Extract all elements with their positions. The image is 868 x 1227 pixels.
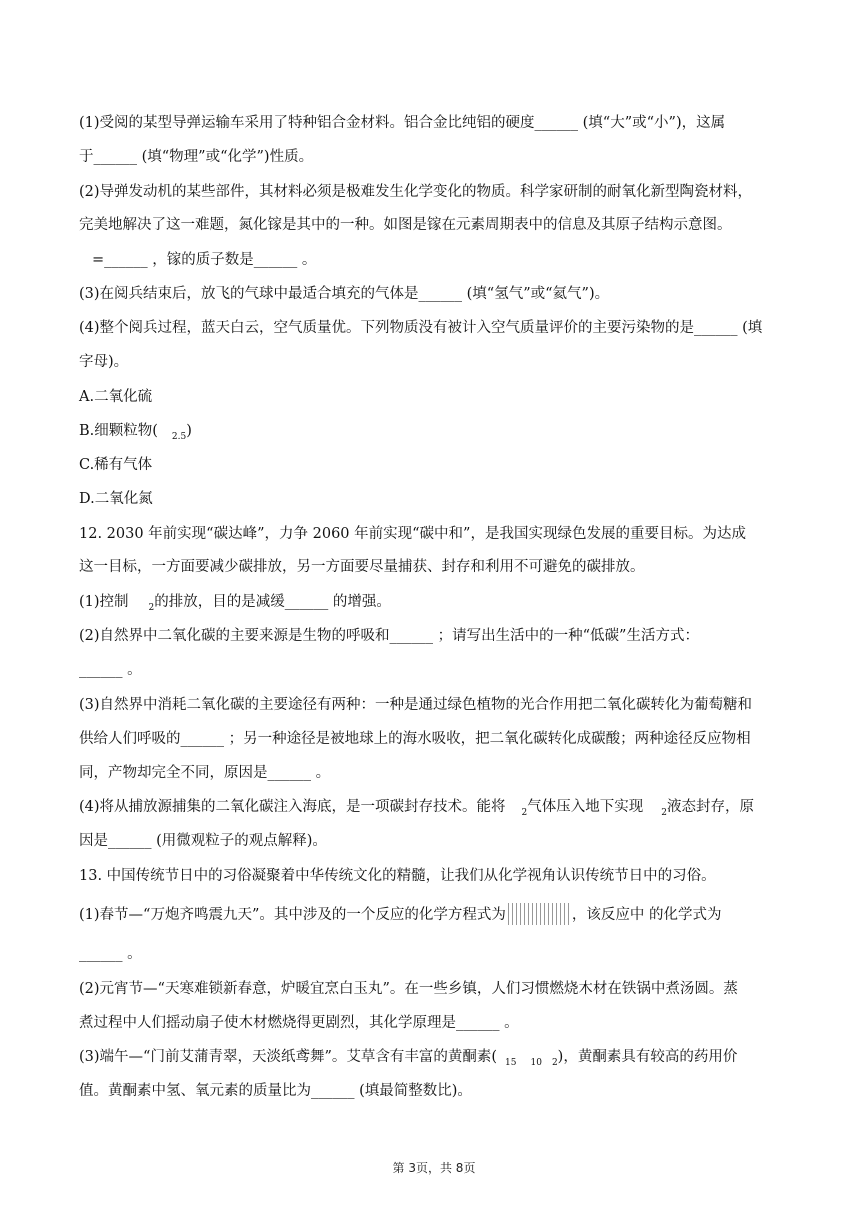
text-fragment: (1)春节—“万炮齐鸣震九天”。其中涉及的一个反应的化学方程式为 <box>79 907 506 923</box>
text-line: (3)在阅兵结束后，放飞的气球中最适合填充的气体是______ (填“氢气”或“氦气”)。 <box>79 286 610 302</box>
text-fragment: )，黄酮素具有较高的药用价 <box>557 1049 738 1065</box>
text-fragment: (4)将从捕放源捕集的二氧化碳注入海底，是一项碳封存技术。能将 <box>79 799 506 815</box>
text-line: 完美地解决了这一难题，氮化镓是其中的一种。如图是镓在元素周期表中的信息及其原子结构示意图。 <box>79 217 732 233</box>
subscript: 2 <box>551 1058 558 1068</box>
option-c: C.稀有气体 <box>79 457 153 473</box>
option-b-text: B.细颗粒物( <box>79 423 158 439</box>
paren: ) <box>186 423 192 439</box>
text-fragment: 气体压入地下实现 <box>527 799 644 815</box>
text-line: (4)整个阅兵过程，蓝天白云，空气质量优。下列物质没有被计入空气质量评价的主要污染物的是______ (填 <box>79 320 763 336</box>
text-line <box>79 1047 737 1069</box>
option-b <box>79 421 192 443</box>
text-line: 同，产物却完全不同，原因是______ 。 <box>79 765 331 781</box>
text-line: (3)自然界中消耗二氧化碳的主要途径有两种：一种是通过绿色植物的光合作用把二氧化碳转化为葡萄糖和 <box>79 697 753 713</box>
text-line: (2)导弹发动机的某些部件，其材料必须是极难发生化学变化的物质。科学家研制的耐氧化新型陶瓷材料， <box>79 184 753 200</box>
text-line: 这一目标，一方面要减少碳排放，另一方面要尽量捕获、封存和利用不可避免的碳排放。 <box>79 559 645 575</box>
text-line <box>79 592 391 614</box>
text-line: (2)元宵节—“天寒难锁新春意，炉暖宜烹白玉丸”。在一些乡镇，人们习惯燃烧木材在铁锅中煮汤圆。蒸 <box>79 981 738 997</box>
equation-image <box>508 903 570 925</box>
subscript: 15 <box>505 1058 517 1068</box>
text-line: 供给人们呼吸的______ ；另一种途径是被地球上的海水吸收，把二氧化碳转化成碳酸；两种途径反应物相 <box>79 731 751 747</box>
text-line: =______ ，镓的质子数是______ 。 <box>92 252 317 268</box>
text-line: ______ 。 <box>79 946 142 962</box>
option-a: A.二氧化硫 <box>79 389 153 405</box>
text-fragment: ，该反应中 的化学式为 <box>571 907 722 923</box>
question-12-title: 12. 2030 年前实现“碳达峰”，力争 2060 年前实现“碳中和”，是我国实现绿色发展的重要目标。为达成 <box>79 526 746 542</box>
text-line: 因是______ (用微观粒子的观点解释)。 <box>79 833 327 849</box>
text-line <box>79 797 754 819</box>
text-fragment: 的排放，目的是减缓______ 的增强。 <box>154 594 391 610</box>
text-line <box>79 903 721 925</box>
text-fragment: (1)控制 <box>79 594 129 610</box>
option-d: D.二氧化氮 <box>79 491 153 507</box>
text-fragment: (3)端午—“门前艾蒲青翠，天淡纸鸢舞”。艾草含有丰富的黄酮素( <box>79 1049 498 1065</box>
subscript: 2.5 <box>171 432 187 442</box>
page-footer: 第 3页，共 8页 <box>392 1161 476 1175</box>
subscript: 2 <box>148 603 155 613</box>
text-fragment: 液态封存，原 <box>667 799 755 815</box>
subscript: 10 <box>530 1058 542 1068</box>
text-line: ______ 。 <box>79 662 142 678</box>
text-line: 于______ (填“物理”或“化学”)性质。 <box>79 149 314 165</box>
text-line: (2)自然界中二氧化碳的主要来源是生物的呼吸和______ ；请写出生活中的一种“低碳”生活方式： <box>79 628 699 644</box>
subscript: 2 <box>521 808 528 818</box>
text-line: (1)受阅的某型导弹运输车采用了特种铝合金材料。铝合金比纯铝的硬度______ (填“大”或“小”)，这属 <box>79 115 726 131</box>
text-line: 值。黄酮素中氢、氧元素的质量比为______ (填最简整数比)。 <box>79 1083 472 1099</box>
subscript: 2 <box>661 808 668 818</box>
text-line: 字母)。 <box>79 354 129 370</box>
question-13-title: 13. 中国传统节日中的习俗凝聚着中华传统文化的精髓，让我们从化学视角认识传统节日中的习俗。 <box>79 868 716 884</box>
text-line: 煮过程中人们摇动扇子使木材燃烧得更剧烈，其化学原理是______ 。 <box>79 1015 519 1031</box>
